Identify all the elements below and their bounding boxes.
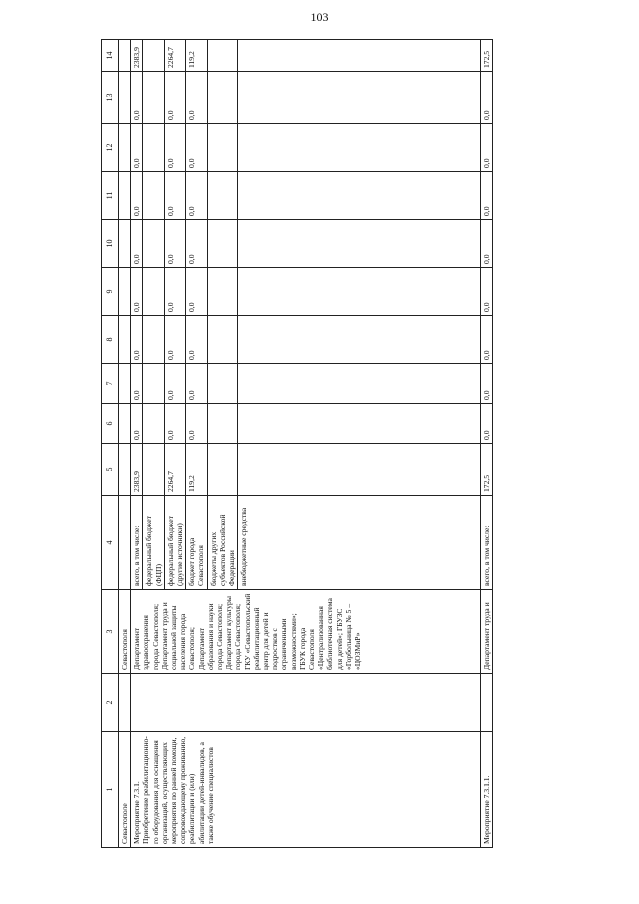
measure-name: Мероприятие 7.3.1.1. [481, 732, 493, 848]
value-cell: 2383,9 [131, 444, 143, 496]
value-cell: 0,0 [186, 404, 207, 444]
value-cell: 0,0 [481, 172, 493, 220]
rotated-table-wrapper [101, 40, 607, 848]
value-cell: 119,2 [186, 40, 207, 72]
value-cell: 0,0 [481, 404, 493, 444]
value-cell: 0,0 [186, 72, 207, 124]
value-cell: 0,0 [131, 404, 143, 444]
value-cell: 0,0 [164, 72, 185, 124]
col-header: 5 [102, 444, 119, 496]
header-row [102, 40, 119, 848]
value-cell: 0,0 [481, 268, 493, 316]
source-label: всего, в том числе: [131, 496, 143, 590]
value-cell: 172,5 [481, 444, 493, 496]
value-cell: 2264,7 [164, 444, 185, 496]
col-header: 1 [102, 732, 119, 848]
value-cell: 0,0 [131, 124, 143, 172]
col-header: 7 [102, 364, 119, 404]
value-cell: 2264,7 [164, 40, 185, 72]
col-header: 8 [102, 316, 119, 364]
value-cell: 0,0 [164, 404, 185, 444]
value-cell: 0,0 [131, 268, 143, 316]
col-header: 11 [102, 172, 119, 220]
budget-table [101, 39, 493, 848]
executors: Департамент труда и [481, 590, 493, 674]
value-cell: 0,0 [186, 172, 207, 220]
value-cell: 119,2 [186, 444, 207, 496]
col-header: 10 [102, 220, 119, 268]
value-cell: 0,0 [164, 124, 185, 172]
value-cell: 0,0 [164, 364, 185, 404]
source-label: бюджеты других субъектов Российской Федерации [207, 496, 238, 590]
source-label: федеральный бюджет (ФЦП) [143, 496, 164, 590]
value-cell: 0,0 [481, 124, 493, 172]
col-header: 6 [102, 404, 119, 444]
value-cell: 0,0 [481, 316, 493, 364]
value-cell: 0,0 [164, 268, 185, 316]
col-header: 12 [102, 124, 119, 172]
value-cell: 0,0 [481, 72, 493, 124]
value-cell: 0,0 [131, 316, 143, 364]
value-cell: 0,0 [131, 220, 143, 268]
col-header: 14 [102, 40, 119, 72]
value-cell: 0,0 [186, 364, 207, 404]
value-cell: 2383,9 [131, 40, 143, 72]
source-label: федеральный бюджет (другие источники) [164, 496, 185, 590]
col-header: 9 [102, 268, 119, 316]
value-cell: 0,0 [131, 72, 143, 124]
value-cell: 0,0 [186, 268, 207, 316]
value-cell: 0,0 [481, 364, 493, 404]
table-row [131, 40, 143, 848]
value-cell: 0,0 [164, 172, 185, 220]
table-row [481, 40, 493, 848]
value-cell: 172,5 [481, 40, 493, 72]
executors: Департамент здравоохранения города Севастополя; Департамент труда и социальной защиты населения города Севастополя; Департамент образования и науки города Севастополя; Департамент культуры города Севастополя; ГКУ «Севастопольский реабилитационный центр для детей и подростков с ограниченными возможностями»; ГБУК города Севастополя «Централизованная библиотечная система для детей»; ГБУЗС «Горбольница № 5 – «ЦОЗМиР» [131, 590, 481, 674]
value-cell: 0,0 [131, 364, 143, 404]
value-cell: 0,0 [164, 220, 185, 268]
measure-name: Мероприятие 7.3.1. Приобретение реабилитационно-го оборудования для оснащения организаций, осуществляющих мероприятия по ранней помощи, сопровождающему проживанию, реабилитации и (или) абилитации детей-инвалидов, а также обучение специалистов [131, 732, 481, 848]
value-cell: 0,0 [186, 316, 207, 364]
source-label: внебюджетные средства [238, 496, 481, 590]
section-row [119, 40, 131, 848]
value-cell: 0,0 [481, 220, 493, 268]
section-cell: Севастополе [119, 732, 131, 848]
section-cell: Севастополя [119, 590, 131, 674]
col-header: 13 [102, 72, 119, 124]
value-cell: 0,0 [131, 172, 143, 220]
value-cell: 0,0 [164, 316, 185, 364]
col-header: 2 [102, 674, 119, 732]
col-header: 3 [102, 590, 119, 674]
value-cell: 0,0 [186, 124, 207, 172]
col-header: 4 [102, 496, 119, 590]
source-label: всего, в том числе: [481, 496, 493, 590]
source-label: бюджет города Севастополя [186, 496, 207, 590]
value-cell: 0,0 [186, 220, 207, 268]
page-number: 103 [310, 10, 329, 24]
